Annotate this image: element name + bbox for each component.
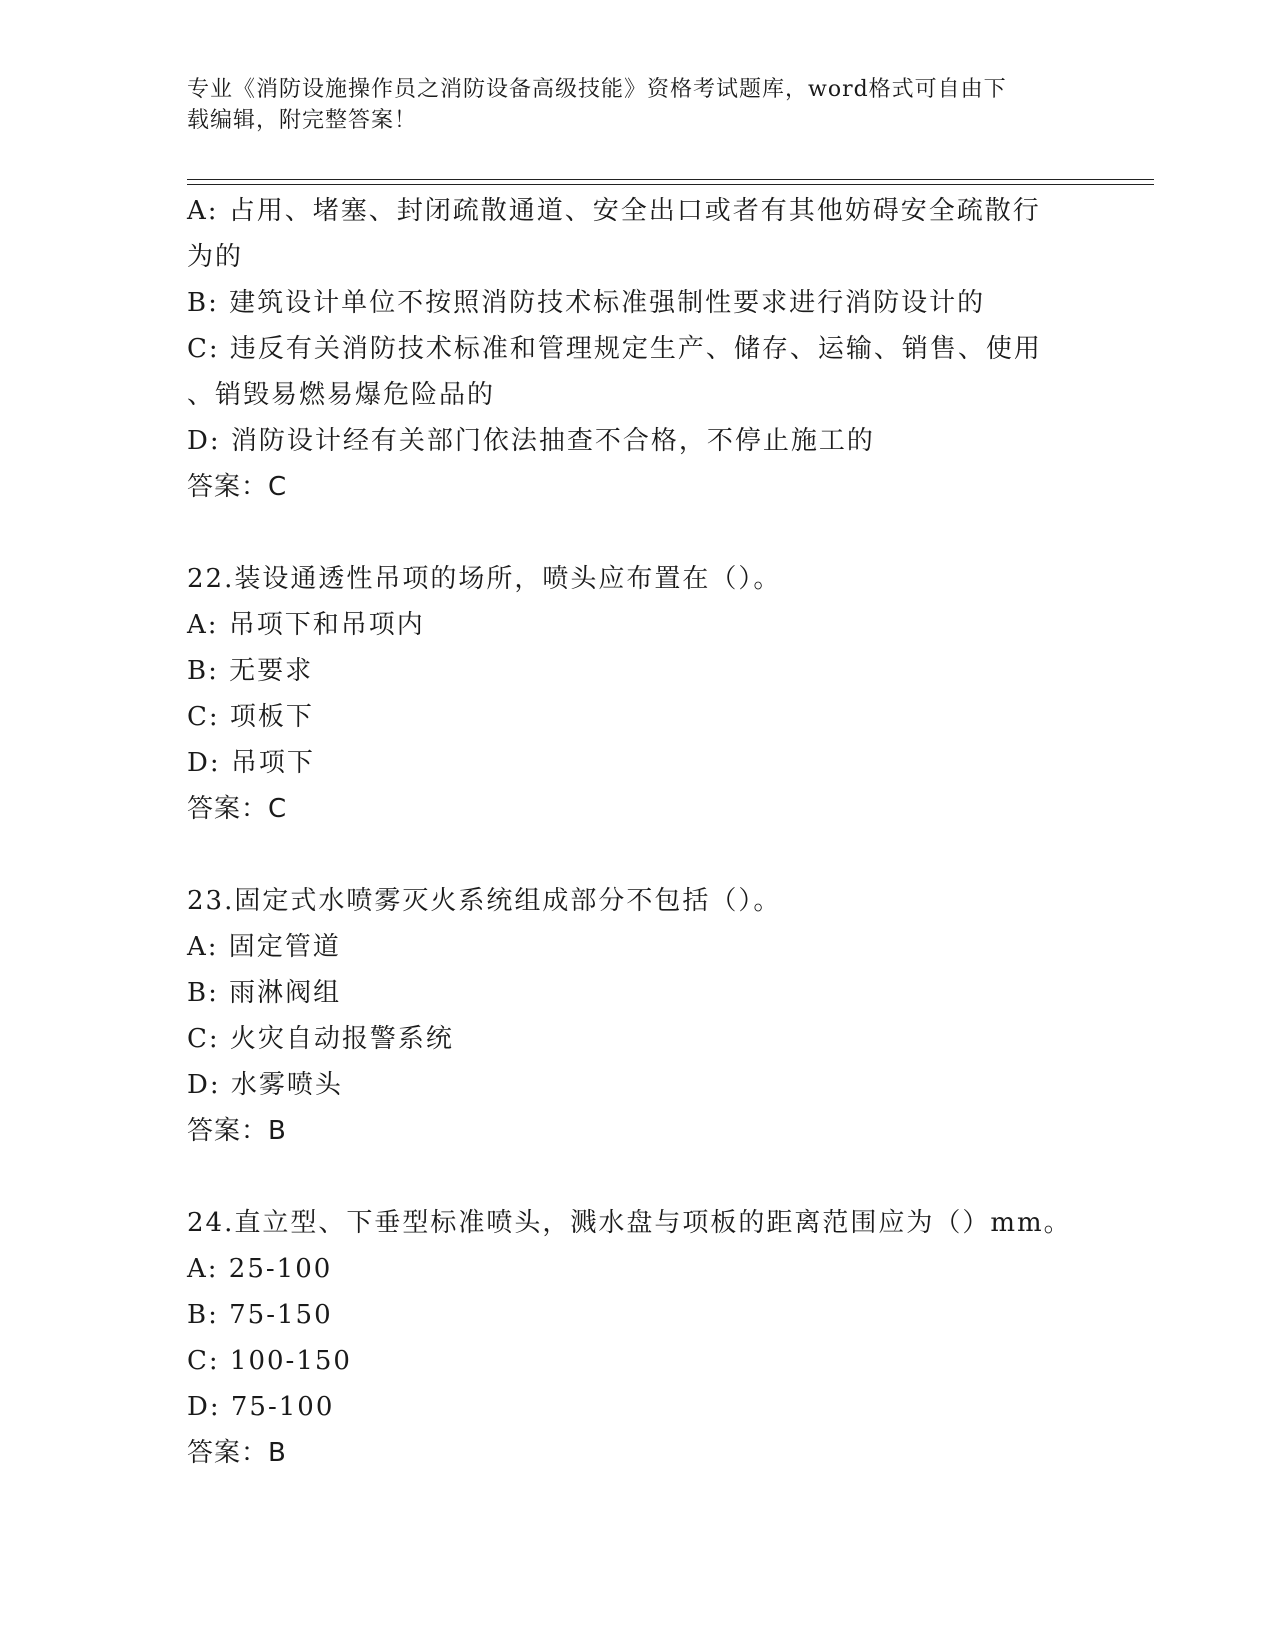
- question-spacer: [187, 510, 1087, 556]
- question-block-24: [187, 1200, 1087, 1476]
- option-a-line-2: 为的: [187, 242, 244, 272]
- option-a: A: 25-100: [187, 1254, 333, 1284]
- question-spacer: [187, 1154, 1087, 1200]
- answer: 答案：C: [187, 472, 288, 502]
- answer: 答案：B: [187, 1438, 287, 1468]
- option-c: C: 项板下: [187, 702, 314, 732]
- option-c: C: 100-150: [187, 1346, 352, 1376]
- option-b: B: 无要求: [187, 656, 314, 686]
- header-divider-bottom: [187, 184, 1154, 185]
- header-line-2: 载编辑，附完整答案！: [187, 108, 418, 133]
- question-text: 24.直立型、下垂型标准喷头，溅水盘与项板的距离范围应为（）mm。: [187, 1208, 1072, 1238]
- answer: 答案：C: [187, 794, 288, 824]
- option-d: D: 吊项下: [187, 748, 315, 778]
- question-spacer: [187, 832, 1087, 878]
- question-content: [187, 188, 1087, 1476]
- document-header: [187, 74, 1087, 136]
- option-b: B: 雨淋阀组: [187, 978, 342, 1008]
- option-a: A: 固定管道: [187, 932, 341, 962]
- question-text: 23.固定式水喷雾灭火系统组成部分不包括（）。: [187, 886, 782, 916]
- option-d: D: 水雾喷头: [187, 1070, 343, 1100]
- option-a: A: 吊项下和吊项内: [187, 610, 425, 640]
- header-line-1: 专业《消防设施操作员之消防设备高级技能》资格考试题库，word格式可自由下: [187, 77, 1007, 102]
- question-text: 22.装设通透性吊项的场所，喷头应布置在（）。: [187, 564, 782, 594]
- option-a-line-1: A: 占用、堵塞、封闭疏散通道、安全出口或者有其他妨碍安全疏散行: [187, 196, 1041, 226]
- option-c-line-2: 、销毁易燃易爆危险品的: [187, 380, 496, 410]
- question-block-23: [187, 878, 1087, 1154]
- header-divider-top: [187, 179, 1154, 180]
- question-block-22: [187, 556, 1087, 832]
- option-d: D: 消防设计经有关部门依法抽查不合格，不停止施工的: [187, 426, 875, 456]
- answer: 答案：B: [187, 1116, 287, 1146]
- option-c: C: 火灾自动报警系统: [187, 1024, 454, 1054]
- option-c-line-1: C: 违反有关消防技术标准和管理规定生产、储存、运输、销售、使用: [187, 334, 1042, 364]
- question-block-21: [187, 188, 1087, 510]
- option-d: D: 75-100: [187, 1392, 335, 1422]
- option-b: B: 建筑设计单位不按照消防技术标准强制性要求进行消防设计的: [187, 288, 986, 318]
- option-b: B: 75-150: [187, 1300, 333, 1330]
